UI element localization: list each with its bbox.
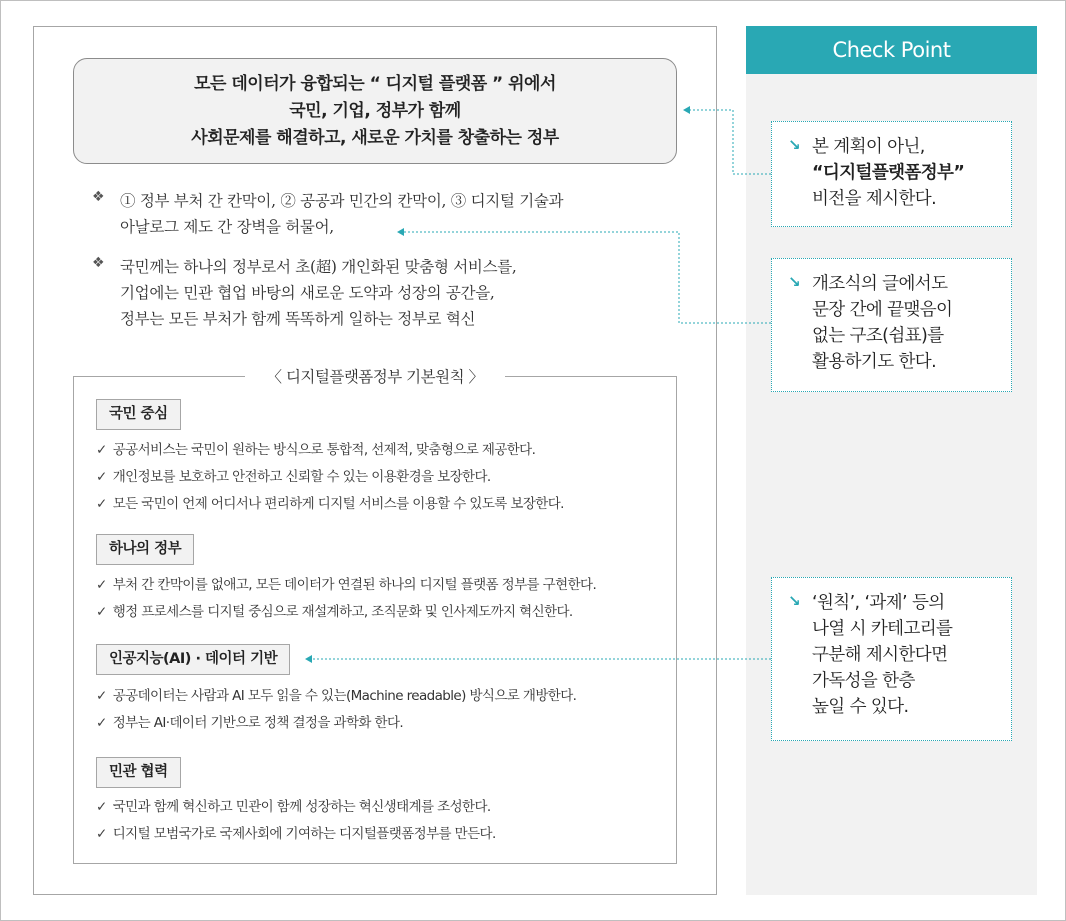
diamond-bullet-icon: ❖ — [92, 189, 105, 205]
category-box: 민관 협력 — [96, 757, 181, 788]
check-icon: ✓ — [96, 799, 107, 815]
check-icon: ✓ — [96, 826, 107, 842]
note-line: 본 계획이 아닌, — [812, 137, 925, 157]
vision-line: 모든 데이터가 융합되는 “ 디지털 플랫폼 ” 위에서 — [194, 73, 556, 94]
principle-text: 국민과 함께 혁신하고 민관이 함께 성장하는 혁신생태계를 조성한다. — [112, 799, 491, 815]
note-line: 높일 수 있다. — [812, 697, 909, 717]
note-line: ‘원칙’, ‘과제’ 등의 — [812, 593, 945, 613]
principle-text: 모든 국민이 언제 어디서나 편리하게 디지털 서비스를 이용할 수 있도록 보장한다. — [112, 496, 564, 512]
note-line: 없는 구조(쉼표)를 — [812, 326, 944, 346]
bullet-line: 기업에는 민관 협업 바탕의 새로운 도약과 성장의 공간을, — [120, 284, 495, 302]
principle-text: 디지털 모범국가로 국제사회에 기여하는 디지털플랫폼정부를 만든다. — [112, 826, 496, 842]
note-line: 비전을 제시한다. — [812, 189, 937, 209]
note-line: 개조식의 글에서도 — [812, 274, 948, 294]
check-icon: ✓ — [96, 577, 107, 593]
check-point-header: Check Point — [746, 26, 1037, 74]
bullet-line: ① 정부 부처 간 칸막이, ② 공공과 민간의 칸막이, ③ 디지털 기술과 — [120, 192, 564, 210]
connector-arrow — [398, 232, 771, 323]
principle-text: 공공데이터는 사람과 AI 모두 읽을 수 있는(Machine readable) 방식으로 개방한다. — [112, 688, 577, 704]
arrow-down-right-icon: ↘ — [788, 592, 801, 610]
check-icon: ✓ — [96, 688, 107, 704]
principle-text: 정부는 AI·데이터 기반으로 정책 결정을 과학화 한다. — [112, 715, 404, 731]
note-line: 구분해 제시한다면 — [812, 645, 948, 665]
check-icon: ✓ — [96, 604, 107, 620]
note-line: 문장 간에 끝맺음이 — [812, 300, 953, 320]
note-line: 나열 시 카테고리를 — [812, 619, 953, 639]
vision-line: 국민, 기업, 정부가 함께 — [289, 100, 461, 121]
category-box: 인공지능(AI) · 데이터 기반 — [96, 644, 290, 675]
bullet-line: 정부는 모든 부처가 함께 똑똑하게 일하는 정부로 혁신 — [120, 310, 476, 328]
principle-text: 행정 프로세스를 디지털 중심으로 재설계하고, 조직문화 및 인사제도까지 혁신한다. — [112, 604, 573, 620]
check-icon: ✓ — [96, 442, 107, 458]
vision-line: 사회문제를 해결하고, 새로운 가치를 창출하는 정부 — [191, 127, 559, 148]
diamond-bullet-icon: ❖ — [92, 255, 105, 271]
category-box: 하나의 정부 — [96, 534, 194, 565]
bullet-line: 아날로그 제도 간 장벽을 허물어, — [120, 218, 334, 236]
arrow-down-right-icon: ↘ — [788, 273, 801, 291]
principle-text: 공공서비스는 국민이 원하는 방식으로 통합적, 선제적, 맞춤형으로 제공한다. — [112, 442, 536, 458]
check-icon: ✓ — [96, 469, 107, 485]
principles-title: 〈 디지털플랫폼정부 기본원칙 〉 — [245, 365, 505, 389]
principle-text: 개인정보를 보호하고 안전하고 신뢰할 수 있는 이용환경을 보장한다. — [112, 469, 491, 485]
principle-text: 부처 간 칸막이를 없애고, 모든 데이터가 연결된 하나의 디지털 플랫폼 정부를 구현한다. — [112, 577, 597, 593]
check-icon: ✓ — [96, 715, 107, 731]
bullet-line: 국민께는 하나의 정부로서 초(超) 개인화된 맞춤형 서비스를, — [120, 258, 517, 276]
check-icon: ✓ — [96, 496, 107, 512]
note-line: 활용하기도 한다. — [812, 352, 937, 372]
arrow-down-right-icon: ↘ — [788, 136, 801, 154]
connector-arrow — [684, 110, 771, 174]
note-line: 가독성을 한층 — [812, 671, 915, 691]
note-line: “디지털플랫폼정부” — [812, 163, 965, 183]
category-box: 국민 중심 — [96, 399, 181, 430]
